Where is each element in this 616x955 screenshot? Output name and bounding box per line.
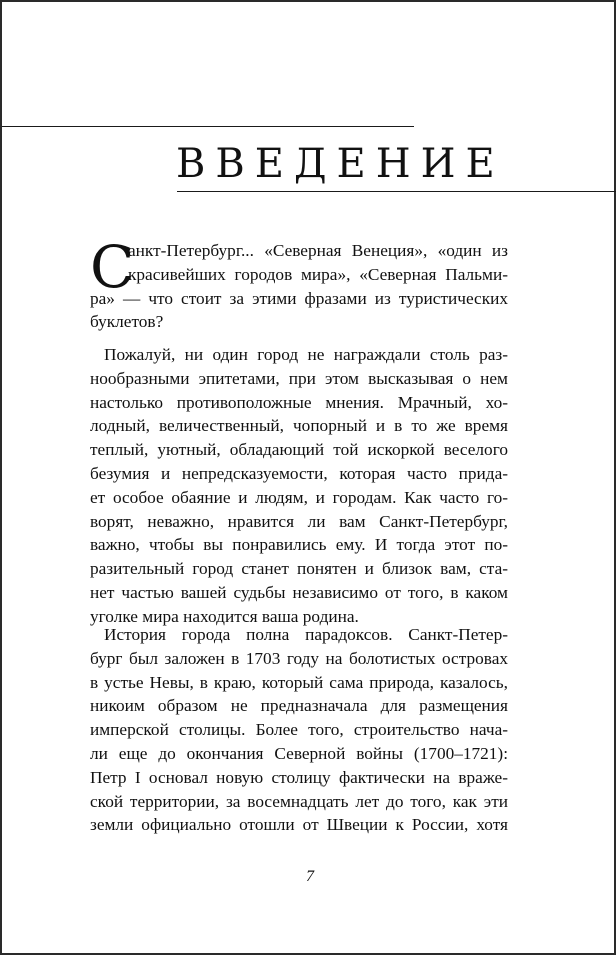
text-line: ворят, неважно, нравится ли вам Санкт-Петербург, [90, 511, 508, 531]
text-line: теплый, уютный, обладающий той искоркой веселого [90, 440, 508, 460]
text-line: разительный город станет понятен и близок вам, ста- [90, 559, 508, 579]
text-line: безумия и непредсказуемости, которая часто прида- [90, 463, 508, 483]
text-line: анкт-Петербург... «Северная Венеция», «один из [128, 241, 508, 260]
text-line: никоим образом не предназначала для размещения [90, 696, 508, 716]
text-line: важно, чтобы вы понравились ему. И тогда этот по- [90, 535, 508, 555]
drop-cap: С [90, 233, 135, 301]
text-line: нет частью вашей судьбы независимо от того, в каком [90, 582, 508, 602]
text-line: в устье Невы, в краю, который сама природа, казалось, [90, 672, 508, 692]
text-line: ет особое обаяние и людям, и городам. Как часто го- [90, 487, 508, 507]
text-line: земли официально отошли от Швеции к России, хотя [90, 815, 508, 835]
paragraph-2 [90, 343, 508, 629]
bottom-rule [177, 191, 616, 192]
text-line: ской территории, за восемнадцать лет до того, как эти [90, 791, 508, 811]
text-line: ра» — что стоит за этими фразами из туристических [90, 288, 508, 308]
text-line: буклетов? [90, 312, 164, 332]
chapter-title: ВВЕДЕНИЕ [176, 141, 505, 187]
paragraph-1 [90, 233, 508, 334]
text-line: красивейших городов мира», «Северная Пальми- [128, 264, 508, 284]
paragraph-3 [90, 623, 508, 837]
text-line: нообразными эпитетами, при этом высказывая о нем [90, 368, 508, 388]
top-rule [2, 126, 414, 127]
page-number: 7 [306, 868, 314, 885]
text-line: ли еще до окончания Северной войны (1700–1721): [90, 743, 508, 763]
text-line: настолько противоположные мнения. Мрачный, хо- [90, 392, 508, 412]
text-line: бург был заложен в 1703 году на болотистых островах [90, 648, 508, 668]
text-line: имперской столицы. Более того, строительство нача- [90, 720, 508, 740]
text-line: История города полна парадоксов. Санкт-Петер- [104, 625, 508, 644]
text-line: Пожалуй, ни один город не награждали столь раз- [104, 345, 508, 364]
text-line: лодный, величественный, чопорный и в то же время [90, 416, 508, 436]
text-line: уголке мира находится ваша родина. [90, 606, 359, 626]
text-line: Петр I основал новую столицу фактически на враже- [90, 767, 508, 787]
